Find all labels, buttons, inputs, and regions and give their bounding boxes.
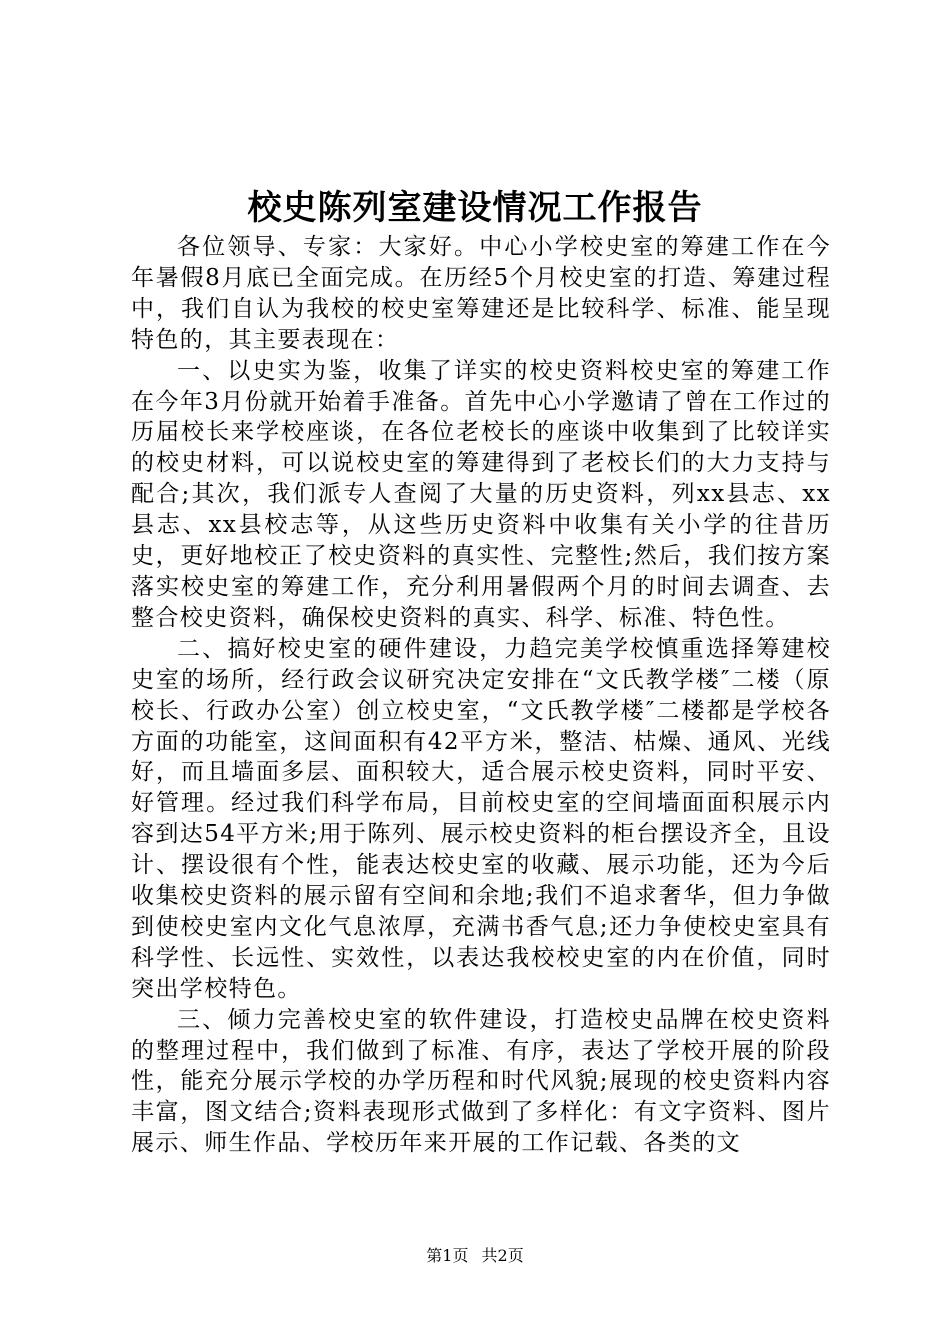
document-title: 校史陈列室建设情况工作报告 [247,188,703,228]
page-number: 第1页 [426,1246,469,1265]
paragraph-section-1: 一、以史实为鉴，收集了详实的校史资料校史室的筹建工作在今年3月份就开始着手准备。首先中心小学邀请了曾在工作过的历届校长来学校座谈，在各位老校长的座谈中收集到了比较详实的校史材料，可以说校史室的筹建得到了老校长们的大力支持与配合;其次，我们派专人查阅了大量的历史资料，列xx县志、xx县志、xx县校志等，从这些历史资料中收集有关小学的往昔历史，更好地校正了校史资料的真实性、完整性;然后，我们按方案落实校史室的筹建工作，充分利用暑假两个月的时间去调查、去整合校史资料，确保校史资料的真实、科学、标准、特色性。 [131,357,831,631]
paragraph-intro: 各位领导、专家：大家好。中心小学校史室的筹建工作在今年暑假8月底已全面完成。在历经5个月校史室的打造、筹建过程中，我们自认为我校的校史室筹建还是比较科学、标准、能呈现特色的，其主要表现在： [131,234,831,353]
document-body [131,232,831,1159]
paragraph-section-3: 三、倾力完善校史室的软件建设，打造校史品牌在校史资料的整理过程中，我们做到了标准、有序，表达了学校开展的阶段性，能充分展示学校的办学历程和时代风貌;展现的校史资料内容丰富，图文结合;资料表现形式做到了多样化：有文字资料、图片展示、师生作品、学校历年来开展的工作记载、各类的文 [131,1006,831,1157]
page-footer [0,1246,950,1266]
paragraph-section-2: 二、搞好校史室的硬件建设，力趋完美学校慎重选择筹建校史室的场所，经行政会议研究决定安排在“文氏教学楼″二楼（原校长、行政办公室）创立校史室，“文氏教学楼″二楼都是学校各方面的功能室，这间面积有42平方米，整洁、枯燥、通风、光线好，而且墙面多层、面积较大，适合展示校史资料，同时平安、好管理。经过我们科学布局，目前校史室的空间墙面面积展示内容到达54平方米;用于陈列、展示校史资料的柜台摆设齐全，且设计、摆设很有个性，能表达校史室的收藏、展示功能，还为今后收集校史资料的展示留有空间和余地;我们不追求奢华，但力争做到使校史室内文化气息浓厚，充满书香气息;还力争使校史室具有科学性、长远性、实效性，以表达我校校史室的内在价值，同时突出学校特色。 [131,635,832,1002]
page-total: 共2页 [481,1246,524,1265]
